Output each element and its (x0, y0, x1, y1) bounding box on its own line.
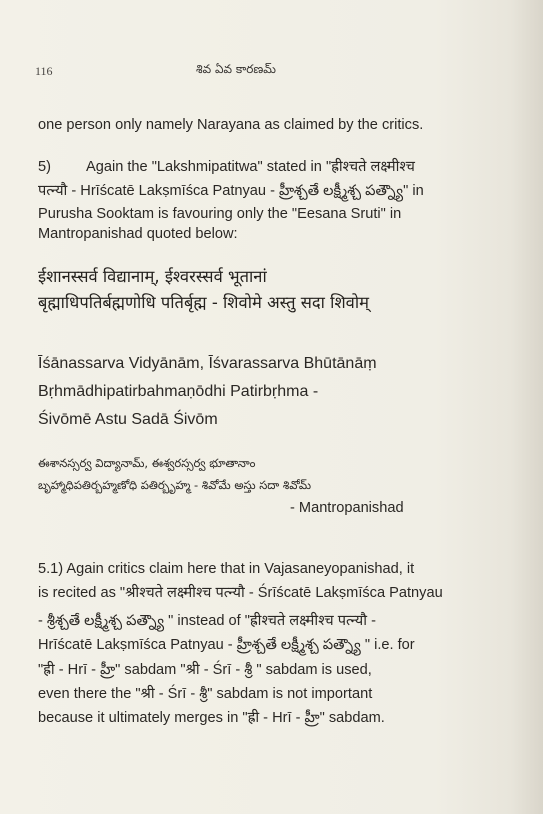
sanskrit-verse-line: ईशानस्सर्व विद्यानाम्, ईश्वरस्सर्व भूतानां (38, 267, 267, 286)
text-line: is recited as "श्रीश्चते लक्ष्मीश्च पत्न्यौ - Śrīścatē Lakṣmīśca Patnyau (38, 585, 443, 601)
text-line: - శ్రీశ్చతే లక్ష్మీశ్చ పత్న్యౌ " instead of "ह्रीश्चते लक्ष्मीश्च पत्न्यौ - (38, 613, 376, 629)
sanskrit-verse-line: बृह्माधिपतिर्बह्मणोधि पतिर्बृह्म - शिवोमे अस्तु सदा शिवोम् (38, 293, 369, 312)
text-line: Hrīścatē Lakṣmīśca Patnyau - హ్రీశ్చతే లక్ష్మీశ్చ పత్న్యౌ " i.e. for (38, 637, 415, 653)
telugu-verse-line: ఈశానస్సర్వ విద్యానామ్, ఈశ్వరస్సర్వ భూతానాం (38, 456, 256, 470)
telugu-verse-line: బృహ్మాధిపతిర్బహ్మణోధి పతిర్బృహ్మ - శివోమే అస్తు సదా శివోమ్ (38, 478, 312, 492)
text-line: Again the "Lakshmipatitwa" stated in "ह्रीश्चते लक्ष्मीश्च (86, 159, 415, 175)
text-line: Purusha Sooktam is favouring only the "Eesana Sruti" in (38, 206, 402, 222)
text-line: one person only namely Narayana as claimed by the critics. (38, 117, 424, 133)
text-line: even there the "श्री - Śrī - శ్రీ" sabdam is not important (38, 686, 373, 702)
transliteration-line: Īśānassarva Vidyānām, Īśvarassarva Bhūtānāṃ (38, 355, 377, 372)
paragraph-number: 5) (38, 159, 51, 175)
transliteration-line: Śivōmē Astu Sadā Śivōm (38, 411, 218, 428)
transliteration-line: Bṛhmādhipatirbahmaṇōdhi Patirbṛhma - (38, 383, 319, 400)
text-line: 5.1) Again critics claim here that in Vajasaneyopanishad, it (38, 561, 415, 577)
text-line: "ह्री - Hrī - హ్రీ" sabdam "श्री - Śrī - శ్రీ " sabdam is used, (38, 662, 372, 678)
text-line: Mantropanishad quoted below: (38, 226, 238, 242)
running-title: శివ ఏవ కారణమ్ (196, 62, 276, 76)
text-line: पत्न्यौ - Hrīścatē Lakṣmīśca Patnyau - హ్రీశ్చతే లక్ష్మీశ్చ పత్న్యౌ" in (38, 183, 424, 199)
page-number: 116 (35, 64, 53, 78)
verse-source: - Mantropanishad (290, 500, 404, 516)
text-line: because it ultimately merges in "ह्री - Hrī - హ్రీ" sabdam. (38, 710, 385, 726)
